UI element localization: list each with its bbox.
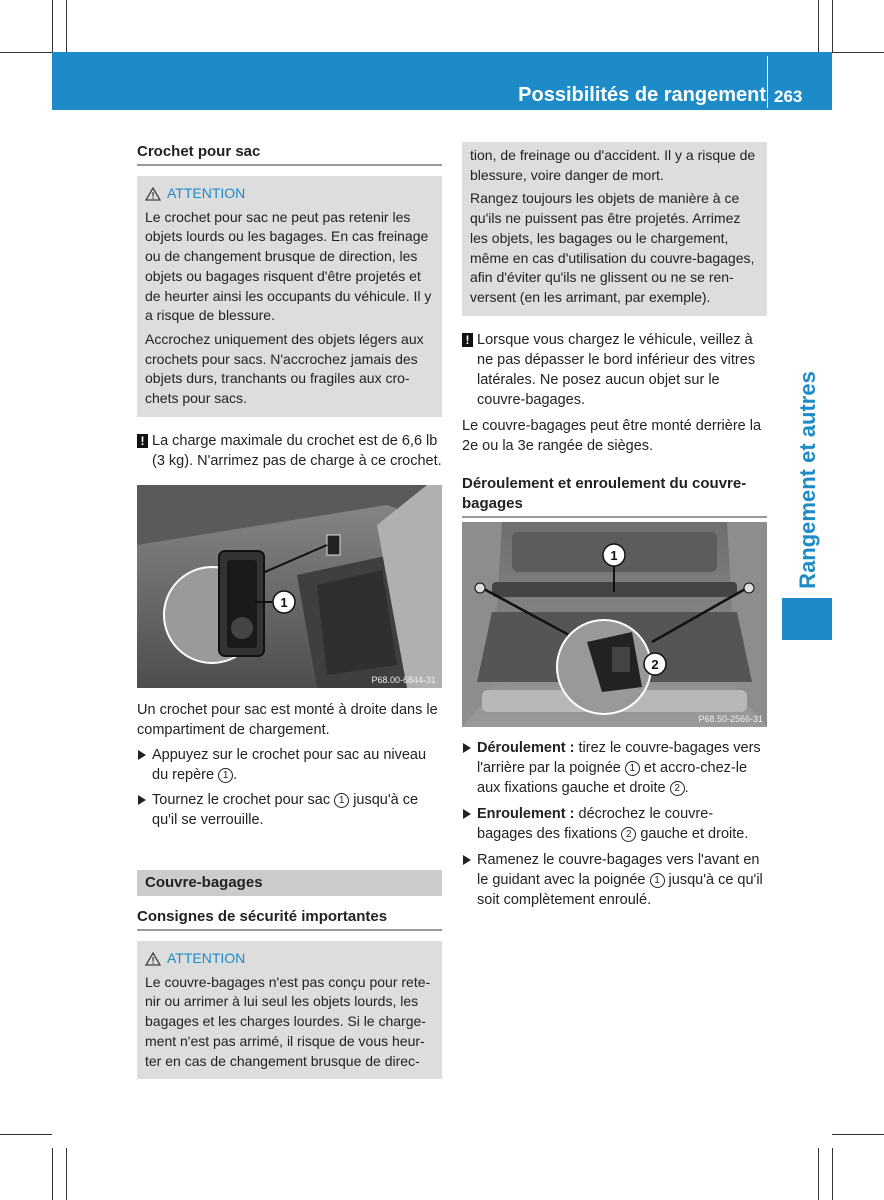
crop-mark xyxy=(832,52,884,53)
warning-text: tion, de freinage ou d'accident. Il y a risque de blessure, voire danger de mort. xyxy=(470,147,756,183)
warning-triangle-icon xyxy=(145,952,161,966)
crop-mark xyxy=(818,0,819,52)
right-column xyxy=(462,142,767,518)
instruction-step xyxy=(462,804,767,844)
marker-1-icon: 1 xyxy=(334,793,349,808)
instruction-step xyxy=(137,790,442,830)
section-heading: Consignes de sécurité importantes xyxy=(137,907,442,931)
step-arrow-icon xyxy=(463,743,471,753)
left-column-lower xyxy=(137,700,442,830)
crop-mark xyxy=(66,1148,67,1200)
marker-1-icon: 1 xyxy=(650,873,665,888)
step-text: . xyxy=(233,767,238,783)
section-title-bar: Couvre-bagages xyxy=(137,870,442,896)
bag-hook-illustration xyxy=(137,485,442,688)
right-column-lower xyxy=(462,738,767,910)
svg-text:2: 2 xyxy=(651,657,659,672)
step-text: Ramenez le couvre-bagages vers l'avant en le guidant avec la poignée xyxy=(477,852,760,888)
exclamation-icon: ! xyxy=(137,434,148,448)
instruction-step xyxy=(462,850,767,910)
cargo-cover-photo xyxy=(462,522,767,727)
crop-mark xyxy=(818,1148,819,1200)
bag-hook-photo xyxy=(137,485,442,688)
instruction-step xyxy=(462,738,767,798)
step-text: gauche et droite. xyxy=(636,826,749,842)
page-number: 263 xyxy=(774,87,803,106)
page-title: Possibilités de rangement xyxy=(518,84,766,106)
chapter-tab-label: Rangement et autres xyxy=(795,371,820,589)
step-text: et accro-chez-le aux fixations gauche et droite xyxy=(477,760,748,796)
body-text: Le couvre-bagages peut être monté derrière la 2e ou la 3e rangée de sièges. xyxy=(462,417,762,454)
marker-2-icon: 2 xyxy=(621,827,636,842)
crop-mark xyxy=(832,1148,833,1200)
crop-mark xyxy=(52,0,53,52)
warning-label xyxy=(145,184,434,204)
step-arrow-icon xyxy=(463,855,471,865)
chapter-tab xyxy=(782,598,832,640)
instruction-step xyxy=(137,745,442,785)
section-heading: Déroulement et enroulement du couvre-bagages xyxy=(462,474,767,518)
step-text: jusqu'à ce qu'il se verrouille. xyxy=(152,792,419,828)
crop-mark xyxy=(0,1134,52,1135)
warning-text: Rangez toujours les objets de manière à ce qu'ils ne puissent pas être projetés. Arrimez les objets, les bagages ou le chargement, même en cas d'utilisation du couvre-bagages, afin d'éviter qu'ils ne glissent ou ne se ren-versent (en les arrimant, par exemple). xyxy=(470,190,755,305)
marker-1-icon: 1 xyxy=(218,768,233,783)
step-text: . xyxy=(684,780,689,796)
left-column xyxy=(137,142,442,471)
step-arrow-icon xyxy=(463,809,471,819)
step-arrow-icon xyxy=(138,795,146,805)
step-keyword: Enroulement : xyxy=(477,806,575,822)
body-text: Un crochet pour sac est monté à droite dans le compartiment de chargement. xyxy=(137,702,438,738)
marker-2-icon: 2 xyxy=(670,781,685,796)
step-text: Tournez le crochet pour sac xyxy=(152,792,331,808)
warning-text: Le couvre-bagages n'est pas conçu pour rete-nir ou arrimer à lui seul les objets lourds, les bagages et les charges lourdes. Si le charge-ment n'est pas arrimé, il risque de vous heur-ter en cas de changement brusque de direc- xyxy=(145,973,431,1069)
note xyxy=(137,431,442,471)
crop-mark xyxy=(0,52,52,53)
marker-1-icon: 1 xyxy=(625,761,640,776)
note xyxy=(462,330,767,410)
warning-text: Accrochez uniquement des objets légers aux crochets pour sacs. N'accrochez jamais des objets durs, tranchants ou fragiles aux cro-chets pour sacs. xyxy=(145,330,424,407)
warning-label-text: ATTENTION xyxy=(167,185,246,201)
step-text: décrochez le couvre-bagages des fixations xyxy=(477,806,714,842)
step-text: tirez le couvre-bagages vers l'arrière par la poignée xyxy=(477,740,761,776)
left-column-bottom xyxy=(137,870,442,1079)
crop-mark xyxy=(52,1148,53,1200)
warning-triangle-icon xyxy=(145,187,161,201)
warning-box xyxy=(137,941,442,1079)
warning-label-text: ATTENTION xyxy=(167,950,246,966)
note-text: Lorsque vous chargez le véhicule, veillez à ne pas dépasser le bord inférieur des vitres latérales. Ne posez aucun objet sur le couvre-bagages. xyxy=(477,331,756,408)
svg-text:1: 1 xyxy=(610,548,618,563)
note-text: La charge maximale du crochet est de 6,6 lb (3 kg). N'arrimez pas de charge à ce crochet. xyxy=(152,432,442,469)
warning-label xyxy=(145,949,434,969)
step-arrow-icon xyxy=(138,750,146,760)
svg-text:1: 1 xyxy=(280,595,288,610)
cargo-cover-illustration xyxy=(462,522,767,727)
crop-mark xyxy=(66,0,67,52)
step-keyword: Déroulement : xyxy=(477,740,575,756)
step-text: Appuyez sur le crochet pour sac au niveau du repère xyxy=(152,747,427,783)
step-text: jusqu'à ce qu'il soit complètement enroulé. xyxy=(477,872,763,908)
warning-box-continued xyxy=(462,142,767,316)
crop-mark xyxy=(832,1134,884,1135)
figure-id: P68.50-2566-31 xyxy=(698,714,763,724)
crop-mark xyxy=(832,0,833,52)
figure-id: P68.00-6844-31 xyxy=(371,675,436,685)
warning-text: Le crochet pour sac ne peut pas retenir les objets lourds ou les bagages. En cas freinage ou de changement brusque de direction, les objets ou bagages risquent d'être projetés et de heurter ainsi les occupants du véhicule. Il y a risque de blessure. xyxy=(145,208,432,324)
exclamation-icon: ! xyxy=(462,333,473,347)
warning-box xyxy=(137,176,442,417)
section-heading: Crochet pour sac xyxy=(137,142,442,166)
header-divider xyxy=(767,56,768,108)
